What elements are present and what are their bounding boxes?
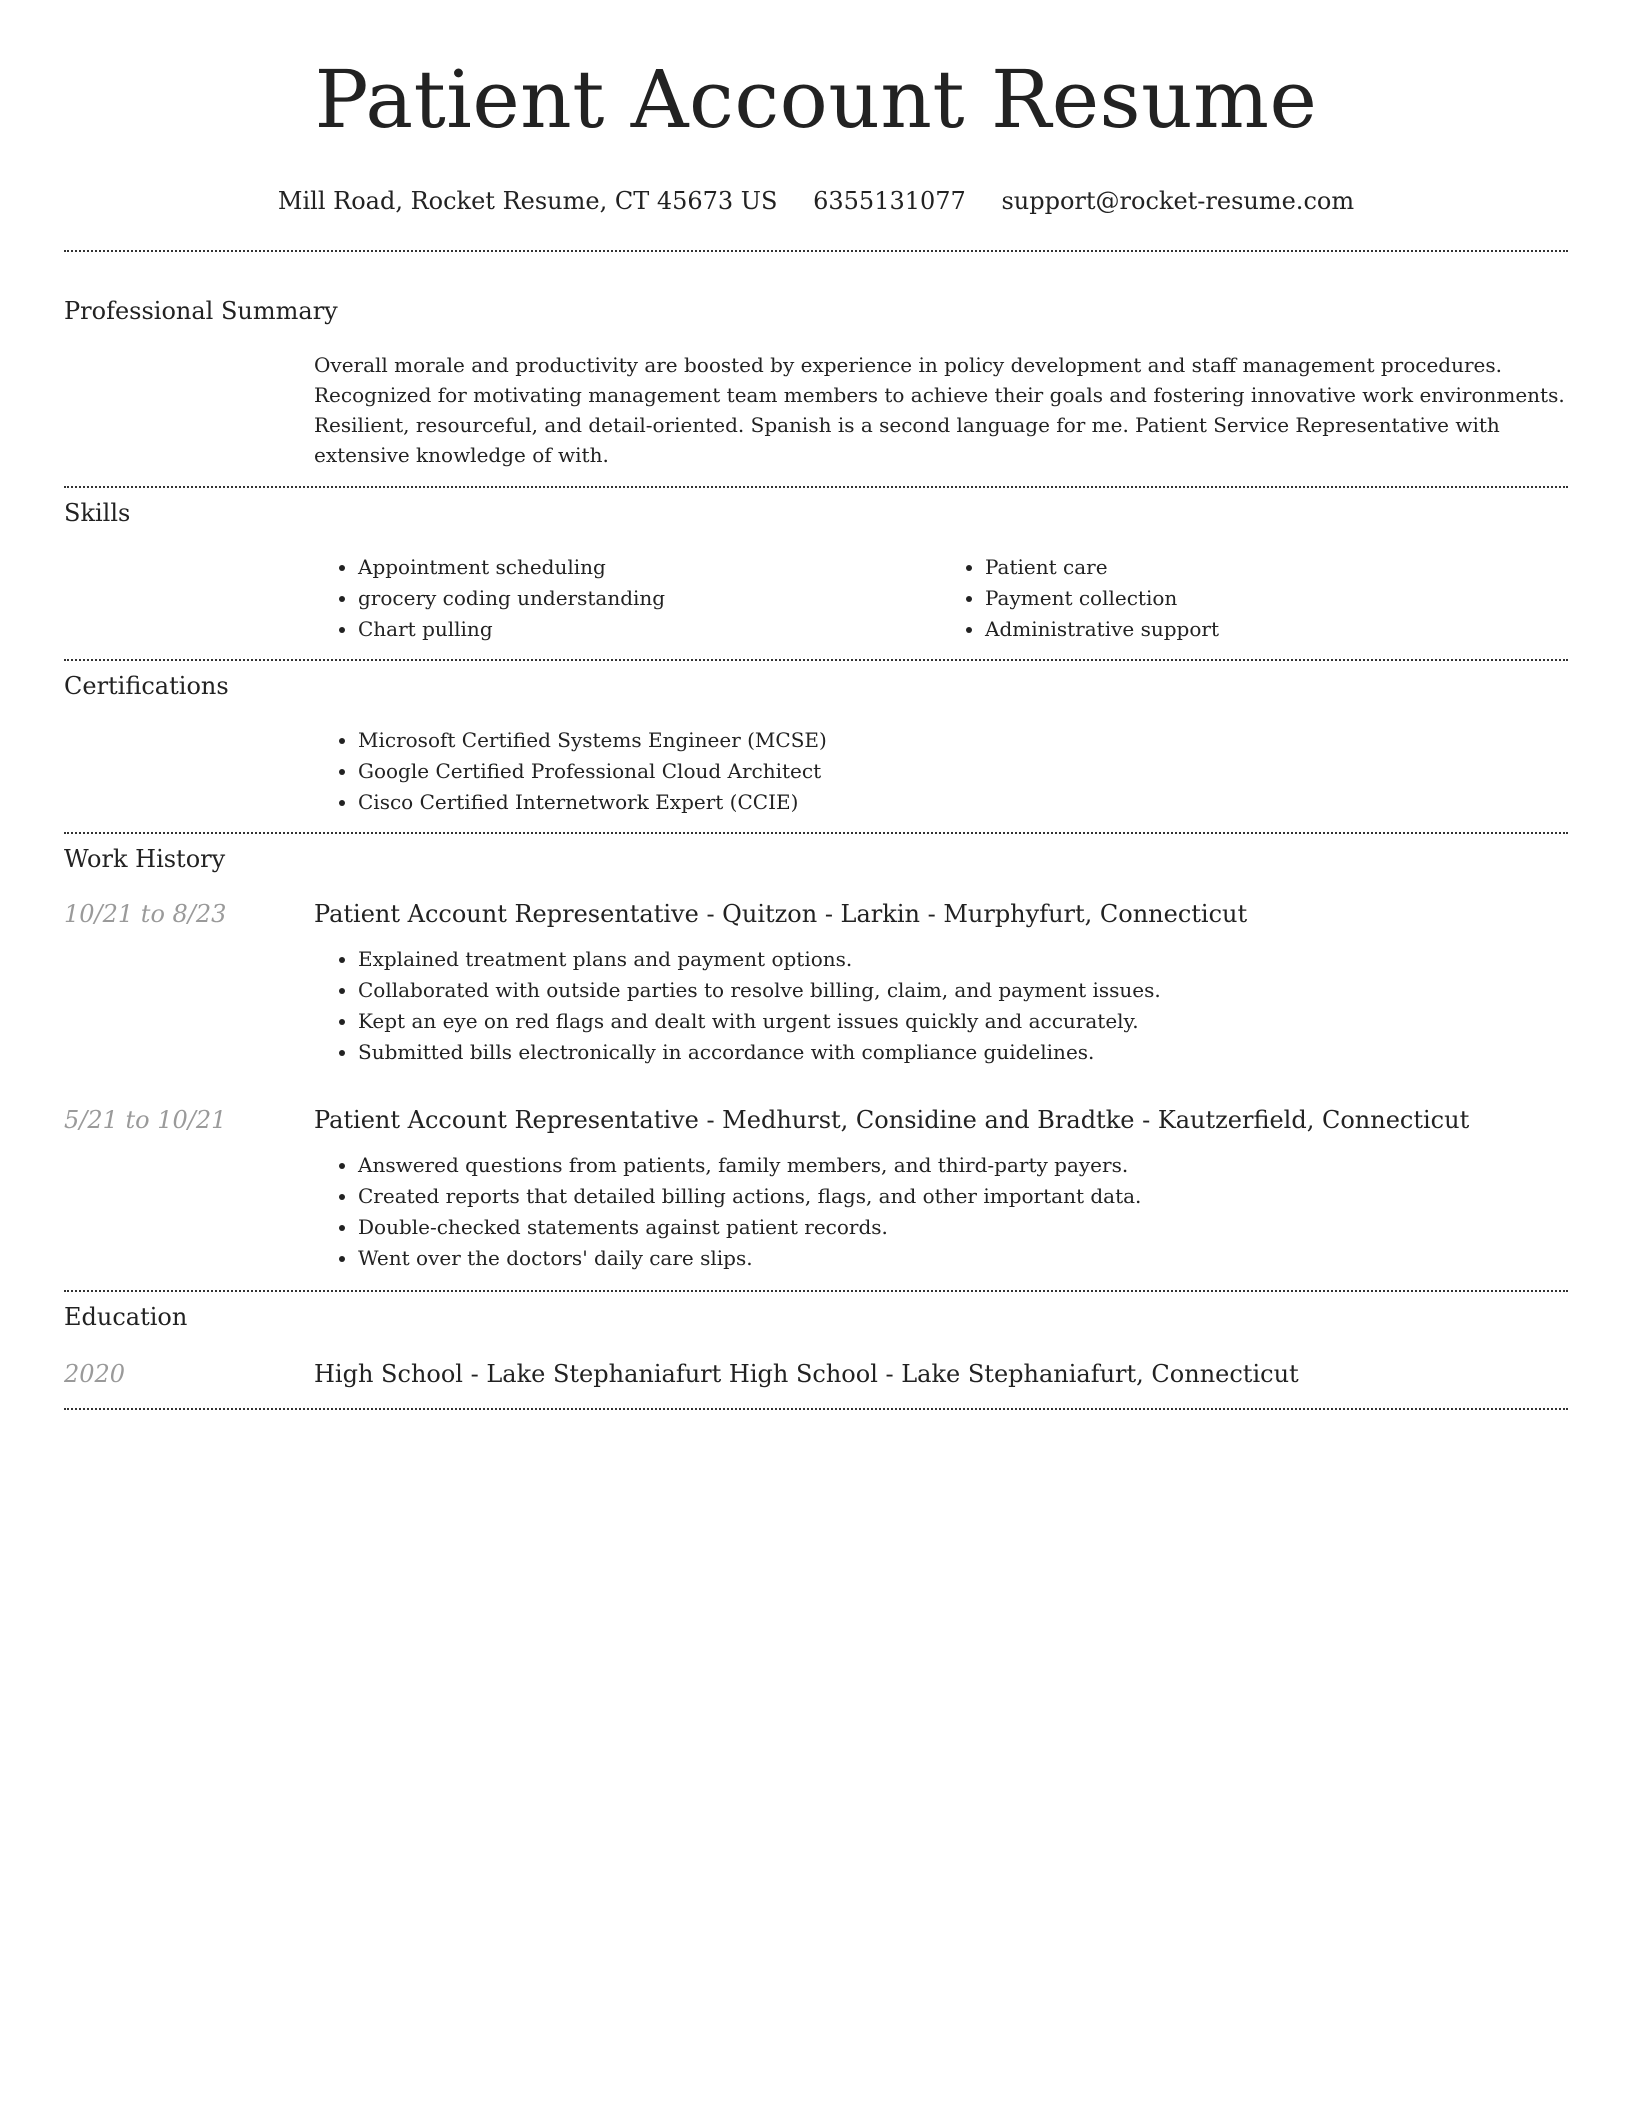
job-bullet: • Kept an eye on red flags and dealt with urgent issues quickly and accurately. bbox=[358, 1006, 1568, 1037]
certification-item: • Google Certified Professional Cloud Architect bbox=[358, 756, 1568, 787]
skills-heading: Skills bbox=[64, 499, 131, 527]
skills-list-right bbox=[941, 552, 1568, 645]
skills-list-left bbox=[314, 552, 941, 645]
job-date: 10/21 to 8/23 bbox=[64, 900, 227, 928]
skill-item: • Administrative support bbox=[985, 614, 1568, 645]
certifications-heading: Certifications bbox=[64, 672, 229, 700]
job-bullet: • Double-checked statements against patient records. bbox=[358, 1212, 1568, 1243]
certifications-content bbox=[314, 725, 1568, 818]
job-role: Patient Account Representative bbox=[314, 900, 699, 928]
job-bullets bbox=[314, 1150, 1568, 1274]
job-bullet: • Went over the doctors' daily care slips. bbox=[358, 1243, 1568, 1274]
contact-address: Mill Road, Rocket Resume, CT 45673 US bbox=[277, 187, 778, 215]
job-details: - Quitzon - Larkin - Murphyfurt, Connecticut bbox=[698, 900, 1248, 928]
education-details: - Lake Stephaniafurt High School - Lake Stephaniafurt, Connecticut bbox=[462, 1360, 1299, 1388]
education-date: 2020 bbox=[64, 1360, 126, 1388]
job-bullet: • Answered questions from patients, family members, and third-party payers. bbox=[358, 1150, 1568, 1181]
skill-item: • Patient care bbox=[985, 552, 1568, 583]
summary-section bbox=[64, 252, 1568, 470]
job-details: - Medhurst, Considine and Bradtke - Kautzerfield, Connecticut bbox=[698, 1106, 1470, 1134]
contact-phone: 6355131077 bbox=[813, 187, 966, 215]
job-bullet: • Created reports that detailed billing actions, flags, and other important data. bbox=[358, 1181, 1568, 1212]
job-entry bbox=[64, 898, 1568, 1068]
certifications-section bbox=[64, 661, 1568, 818]
certifications-list bbox=[314, 725, 1568, 818]
education-section bbox=[64, 1292, 1568, 1390]
skills-section bbox=[64, 488, 1568, 645]
education-heading: Education bbox=[64, 1303, 188, 1331]
job-bullet: • Explained treatment plans and payment options. bbox=[358, 944, 1568, 975]
contact-email: support@rocket-resume.com bbox=[1001, 187, 1355, 215]
certification-item: • Microsoft Certified Systems Engineer (MCSE) bbox=[358, 725, 1568, 756]
job-entry bbox=[64, 1104, 1568, 1274]
job-bullet: • Submitted bills electronically in accordance with compliance guidelines. bbox=[358, 1037, 1568, 1068]
job-bullets bbox=[314, 944, 1568, 1068]
contact-line bbox=[64, 186, 1568, 216]
job-title bbox=[314, 898, 1568, 930]
resume-header bbox=[64, 0, 1568, 216]
job-date: 5/21 to 10/21 bbox=[64, 1106, 227, 1134]
summary-content bbox=[314, 350, 1568, 470]
education-entry bbox=[64, 1358, 1568, 1390]
resume-title: Patient Account Resume bbox=[314, 53, 1318, 146]
work-heading: Work History bbox=[64, 845, 226, 873]
job-title bbox=[314, 1104, 1568, 1136]
skills-grid bbox=[314, 552, 1568, 645]
work-section bbox=[64, 834, 1568, 1274]
summary-text: Overall morale and productivity are boosted by experience in policy development and staff management procedures. Recognized for motivating management team members to achieve their goals and fostering innovative work environments. Resilient, resourceful, and detail-oriented. Spanish is a second language for me. Patient Service Representative with extensive knowledge of with. bbox=[314, 353, 1565, 467]
job-bullet-list bbox=[314, 944, 1568, 1068]
job-bullet: • Collaborated with outside parties to resolve billing, claim, and payment issues. bbox=[358, 975, 1568, 1006]
skill-item: • grocery coding understanding bbox=[358, 583, 941, 614]
job-bullet-list bbox=[314, 1150, 1568, 1274]
education-degree: High School bbox=[314, 1360, 463, 1388]
skill-item: • Payment collection bbox=[985, 583, 1568, 614]
education-title bbox=[314, 1358, 1568, 1390]
certification-item: • Cisco Certified Internetwork Expert (CCIE) bbox=[358, 787, 1568, 818]
divider bbox=[64, 1408, 1568, 1410]
summary-heading: Professional Summary bbox=[64, 297, 338, 325]
skill-item: • Appointment scheduling bbox=[358, 552, 941, 583]
job-role: Patient Account Representative bbox=[314, 1106, 699, 1134]
skill-item: • Chart pulling bbox=[358, 614, 941, 645]
